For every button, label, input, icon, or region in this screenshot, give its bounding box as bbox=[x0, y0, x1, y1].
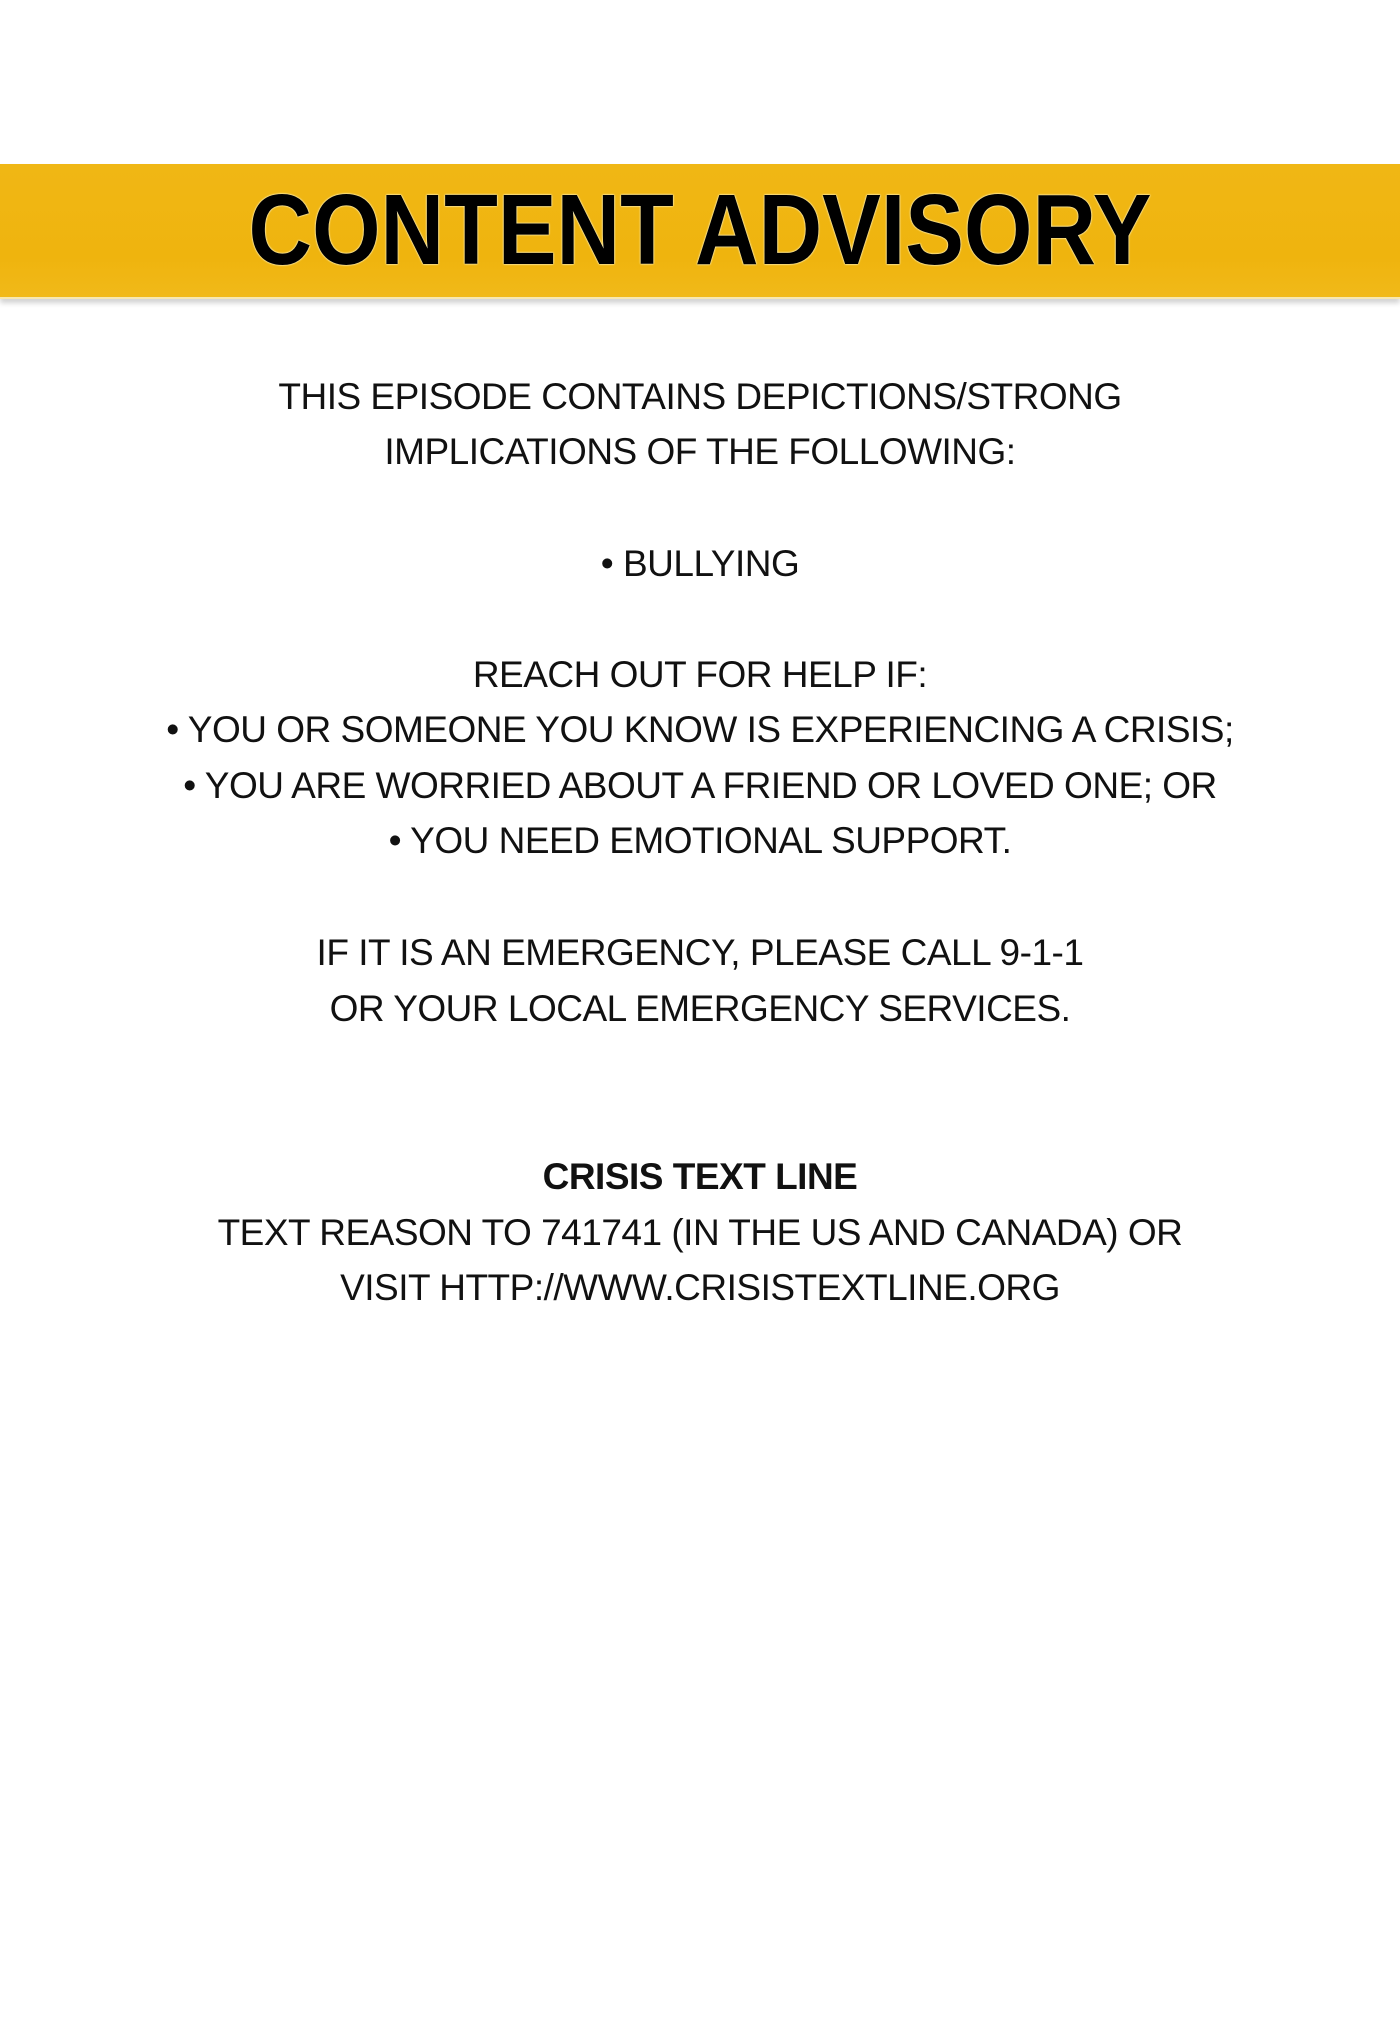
crisis-link[interactable]: VISIT HTTP://WWW.CRISISTEXTLINE.ORG bbox=[340, 1267, 1060, 1308]
help-item: • YOU NEED EMOTIONAL SUPPORT. bbox=[388, 820, 1012, 861]
advisory-banner bbox=[0, 164, 1400, 299]
intro-line: IMPLICATIONS OF THE FOLLOWING: bbox=[384, 431, 1016, 472]
help-heading: REACH OUT FOR HELP IF: bbox=[472, 654, 928, 695]
crisis-line: TEXT REASON TO 741741 (IN THE US AND CANADA) OR bbox=[217, 1212, 1183, 1253]
emergency-line: IF IT IS AN EMERGENCY, PLEASE CALL 9-1-1 bbox=[316, 932, 1084, 973]
help-item: • YOU OR SOMEONE YOU KNOW IS EXPERIENCING A CRISIS; bbox=[166, 709, 1234, 750]
advisory-title: CONTENT ADVISORY bbox=[248, 174, 1152, 286]
emergency-line: OR YOUR LOCAL EMERGENCY SERVICES. bbox=[329, 988, 1071, 1029]
topic-item: • BULLYING bbox=[600, 543, 800, 584]
help-item: • YOU ARE WORRIED ABOUT A FRIEND OR LOVED ONE; OR bbox=[183, 765, 1217, 806]
crisis-heading: CRISIS TEXT LINE bbox=[542, 1156, 858, 1197]
intro-line: THIS EPISODE CONTAINS DEPICTIONS/STRONG bbox=[278, 376, 1122, 417]
